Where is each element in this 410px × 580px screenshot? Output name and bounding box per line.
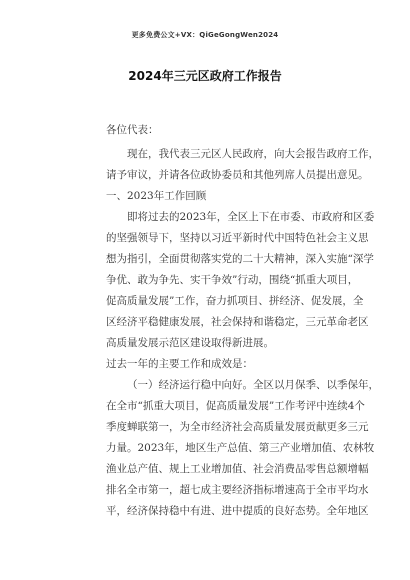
paragraph-line: 争优、敢为争先、实干争效”行动，围绕“抓重大项目， — [106, 274, 359, 286]
paragraph-line: 区经济平稳健康发展，社会保持和谐稳定，三元革命老区 — [106, 316, 369, 328]
paragraph-intro — [85, 144, 379, 186]
section-heading: 一、2023年工作回顾 — [106, 190, 207, 202]
paragraph-line: 的坚强领导下，坚持以习近平新时代中国特色社会主义思 — [106, 232, 369, 244]
paragraph-line: 即将过去的2023年，全区上下在市委、市政府和区委 — [127, 211, 375, 223]
document-title: 2024年三元区政府工作报告 — [128, 69, 282, 83]
salutation-text: 各位代表： — [106, 124, 159, 136]
paragraph-line: 现在，我代表三元区人民政府，向大会报告政府工作， — [127, 148, 379, 160]
paragraph-line: 平，经济保持稳中有进、进中提质的良好态势。全年地区 — [106, 505, 369, 517]
paragraph-line: 高质量发展示范区建设取得新进展。 — [106, 337, 274, 349]
paragraph-achievements-intro: 过去一年的主要工作和成效是： — [106, 358, 253, 370]
paragraph-line: 季度蝉联第一，为全市经济社会高质量发展贡献更多三元 — [106, 421, 369, 433]
paragraph-review — [85, 207, 375, 354]
paragraph-line: （一）经济运行稳中向好。全区以月保季、以季保年， — [127, 379, 379, 391]
header-note: 更多免费公文+VX：QiGeGongWen2024 — [131, 31, 279, 39]
paragraph-line: 渔业总产值、规上工业增加值、社会消费品零售总额增幅 — [106, 463, 369, 475]
paragraph-line: 排名全市第一，超七成主要经济指标增速高于全市平均水 — [106, 484, 369, 496]
paragraph-line: 促高质量发展”工作，奋力抓项目、拼经济、促发展，全 — [106, 295, 364, 307]
paragraph-line: 力量。2023年，地区生产总值、第三产业增加值、农林牧 — [106, 442, 375, 454]
salutation — [85, 120, 340, 141]
paragraph-line: 在全市“抓重大项目，促高质量发展”工作考评中连续4个 — [106, 400, 365, 412]
paragraph-line: 想为指引，全面贯彻落实党的二十大精神，深入实施“深学 — [106, 253, 374, 265]
paragraph-economy — [85, 375, 379, 522]
paragraph-line: 请予审议，并请各位政协委员和其他列席人员提出意见。 — [106, 169, 369, 181]
